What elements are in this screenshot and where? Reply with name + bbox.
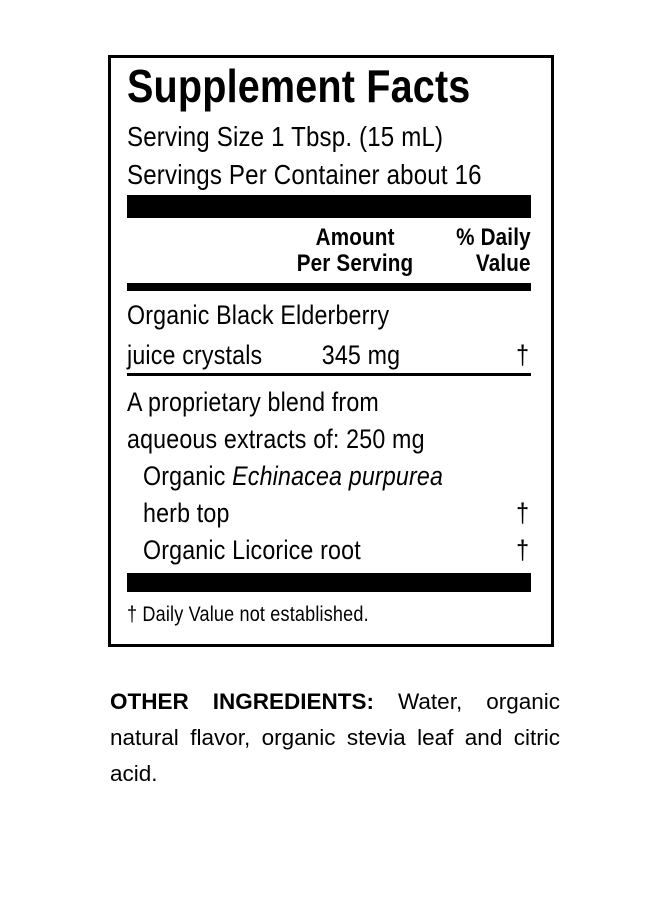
supplement-facts-panel <box>108 55 554 647</box>
thick-divider-top <box>127 195 531 218</box>
licorice-name: Organic Licorice root <box>143 535 361 565</box>
blend-intro-line1: A proprietary blend from <box>127 387 379 417</box>
servings-per-container-text: Servings Per Container about 16 <box>127 159 482 190</box>
percent-daily-value-header: % Daily Value <box>456 224 531 277</box>
licorice-daily-value: † <box>515 535 529 565</box>
echinacea-latin-name: Echinacea purpurea <box>232 461 444 491</box>
blend-intro-line2: aqueous extracts of: 250 mg <box>127 424 425 454</box>
other-ingredients-paragraph <box>110 684 560 792</box>
header-divider <box>127 283 531 291</box>
elderberry-daily-value: † <box>515 340 529 370</box>
amount-per-serving-header: Amount Per Serving <box>296 224 414 277</box>
elderberry-name-line2: juice crystals <box>127 340 263 370</box>
other-ingredients-label: OTHER INGREDIENTS: <box>110 689 375 714</box>
echinacea-daily-value: † <box>515 498 529 528</box>
other-ingredients-text: Water, organic natural flavor, organic stevia leaf and citric acid. <box>110 689 560 786</box>
serving-size-text: Serving Size 1 Tbsp. (15 mL) <box>127 121 444 152</box>
daily-value-footnote: † Daily Value not established. <box>127 603 369 626</box>
echinacea-name-line2: herb top <box>143 498 230 528</box>
panel-title: Supplement Facts <box>127 60 471 112</box>
elderberry-amount: 345 mg <box>321 340 401 370</box>
row-divider <box>127 373 531 376</box>
elderberry-name-line1: Organic Black Elderberry <box>127 300 390 330</box>
echinacea-name: Organic Echinacea purpurea <box>143 461 444 491</box>
thick-divider-bottom <box>127 573 531 592</box>
